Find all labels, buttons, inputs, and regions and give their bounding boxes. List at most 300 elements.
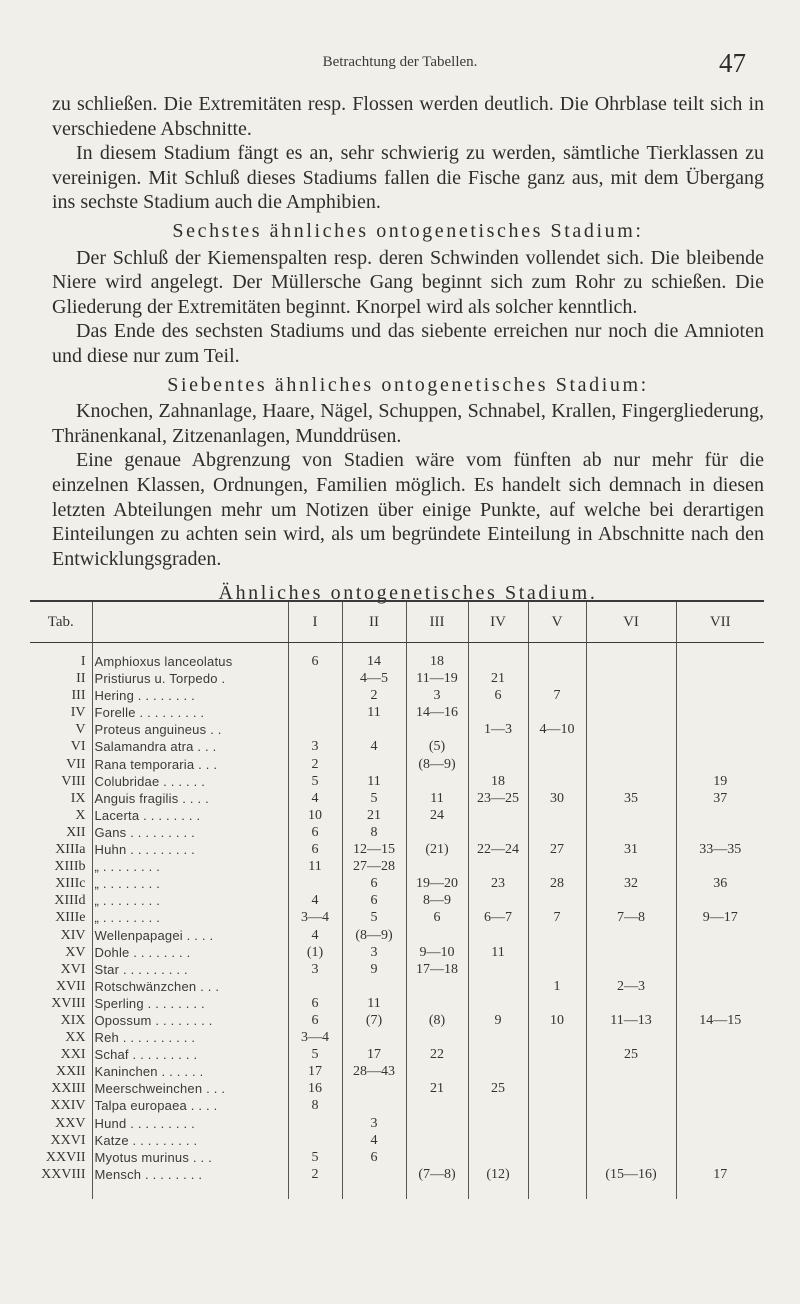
header-stage-4: IV [468, 601, 528, 643]
species-name: Gans . . . . . . . . . [92, 824, 288, 841]
heading-sixth-stage: Sechstes ähnliches ontogenetisches Stadium: [172, 219, 644, 242]
stage-1-cell: 3 [288, 738, 342, 755]
stage-5-cell: 4—10 [528, 721, 586, 738]
stage-3-cell [406, 927, 468, 944]
stage-2-cell: 27—28 [342, 858, 406, 875]
stage-2-cell [342, 978, 406, 995]
stage-3-cell: 14—16 [406, 704, 468, 721]
stage-6-cell: 11—13 [586, 1012, 676, 1029]
stage-1-cell [288, 687, 342, 704]
stage-7-cell [676, 687, 764, 704]
stage-3-cell [406, 995, 468, 1012]
stage-4-cell [468, 961, 528, 978]
stage-3-cell: 17—18 [406, 961, 468, 978]
header-stage-3: III [406, 601, 468, 643]
stage-6-cell: 35 [586, 790, 676, 807]
table-row [30, 944, 764, 961]
table-row [30, 1166, 764, 1199]
table-row [30, 704, 764, 721]
species-name: Amphioxus lanceolatus [92, 643, 288, 671]
stage-4-cell: 25 [468, 1080, 528, 1097]
stage-2-cell [342, 721, 406, 738]
table-row [30, 790, 764, 807]
paragraph-4: Das Ende des sechsten Stadiums und das siebente erreichen nur noch die Amnioten und diese nur zum Teil. [52, 320, 764, 367]
stage-7-cell [676, 807, 764, 824]
stage-3-cell [406, 1063, 468, 1080]
stage-5-cell [528, 824, 586, 841]
stage-1-cell: 8 [288, 1097, 342, 1114]
stage-7-cell [676, 961, 764, 978]
row-number: XXV [55, 1115, 86, 1131]
row-number: XIIId [54, 893, 86, 909]
stage-7-cell: 14—15 [676, 1012, 764, 1029]
stage-5-cell [528, 1080, 586, 1097]
stage-2-cell [342, 1097, 406, 1114]
stage-2-cell: (8—9) [342, 927, 406, 944]
stage-3-cell [406, 1132, 468, 1149]
row-number: XIIIc [55, 876, 86, 892]
stage-1-cell [288, 721, 342, 738]
row-number: I [80, 654, 86, 669]
stage-2-cell: 9 [342, 961, 406, 978]
paragraph-1: zu schließen. Die Extremitäten resp. Flossen werden deutlich. Die Ohrblase teilt sich in verschiedene Abschnitte. [52, 93, 764, 140]
row-number: XXVIII [41, 1166, 86, 1182]
header-stage-5: V [528, 601, 586, 643]
stage-2-cell [342, 1029, 406, 1046]
stage-1-cell [288, 704, 342, 721]
heading-table: Ähnliches ontogenetisches Stadium. [218, 582, 598, 605]
species-name: Opossum . . . . . . . . [92, 1012, 288, 1029]
stage-4-cell [468, 704, 528, 721]
stage-1-cell: 11 [288, 858, 342, 875]
stage-3-cell: (5) [406, 738, 468, 755]
species-name: Colubridae . . . . . . [92, 773, 288, 790]
table-header-row [30, 601, 764, 643]
stage-2-cell [342, 756, 406, 773]
table-row [30, 1149, 764, 1166]
stage-3-cell: 3 [406, 687, 468, 704]
stage-1-cell: 6 [288, 643, 342, 671]
table-row [30, 756, 764, 773]
stage-6-cell: 7—8 [586, 909, 676, 926]
stage-1-cell: 17 [288, 1063, 342, 1080]
header-tab: Tab. [30, 601, 92, 643]
stage-7-cell [676, 1115, 764, 1132]
table-row [30, 978, 764, 995]
stage-1-cell: (1) [288, 944, 342, 961]
stage-2-cell: 5 [342, 790, 406, 807]
species-name: „ . . . . . . . . [92, 892, 288, 909]
stage-3-cell: 9—10 [406, 944, 468, 961]
stage-6-cell [586, 824, 676, 841]
paragraph-2: In diesem Stadium fängt es an, sehr schwierig zu werden, sämtliche Tierklassen zu vereinigen. Mit Schluß dieses Stadiums fallen die Fische ganz aus, mit dem Übergang ins sechste Stadium auch die Amphibien. [52, 142, 764, 214]
stage-4-cell: 6 [468, 687, 528, 704]
table-row [30, 1115, 764, 1132]
stage-2-cell: (7) [342, 1012, 406, 1029]
species-name: Anguis fragilis . . . . [92, 790, 288, 807]
stage-7-cell [676, 721, 764, 738]
row-number: XXI [60, 1047, 86, 1063]
stage-1-cell: 6 [288, 995, 342, 1012]
row-number: XX [65, 1030, 86, 1046]
table-row [30, 670, 764, 687]
running-title: Betrachtung der Tabellen. [322, 54, 478, 70]
stage-5-cell: 10 [528, 1012, 586, 1029]
row-number: VII [66, 756, 86, 772]
row-number: IX [70, 790, 86, 806]
paragraph-5: Knochen, Zahnanlage, Haare, Nägel, Schuppen, Schnabel, Krallen, Fingergliederung, Thränenkanal, Zitzenanlagen, Munddrüsen. [52, 400, 764, 447]
stage-6-cell: 2—3 [586, 978, 676, 995]
stage-1-cell [288, 1132, 342, 1149]
stage-4-cell [468, 807, 528, 824]
stage-6-cell [586, 643, 676, 671]
row-number: XXIV [50, 1098, 86, 1114]
stage-1-cell: 6 [288, 1012, 342, 1029]
stage-1-cell: 3 [288, 961, 342, 978]
stage-5-cell: 7 [528, 687, 586, 704]
row-number: II [76, 671, 86, 687]
row-number: IV [70, 705, 86, 721]
stage-1-cell [288, 978, 342, 995]
stage-1-cell: 4 [288, 892, 342, 909]
stage-3-cell [406, 773, 468, 790]
stage-3-cell: (21) [406, 841, 468, 858]
row-number: XIIIb [54, 859, 86, 875]
stage-7-cell [676, 892, 764, 909]
stage-4-cell [468, 892, 528, 909]
stage-6-cell: 32 [586, 875, 676, 892]
stage-7-cell [676, 1046, 764, 1063]
stage-2-cell: 4—5 [342, 670, 406, 687]
stage-1-cell: 5 [288, 1046, 342, 1063]
species-name: „ . . . . . . . . [92, 909, 288, 926]
stage-1-cell: 5 [288, 773, 342, 790]
stage-6-cell: (15—16) [586, 1166, 676, 1199]
table-row [30, 892, 764, 909]
stage-4-cell [468, 1097, 528, 1114]
table-row [30, 875, 764, 892]
stage-4-cell [468, 1115, 528, 1132]
stage-7-cell [676, 978, 764, 995]
stage-6-cell [586, 721, 676, 738]
stage-1-cell: 3—4 [288, 909, 342, 926]
stage-4-cell: 23 [468, 875, 528, 892]
stage-7-cell [676, 1080, 764, 1097]
stage-2-cell: 3 [342, 944, 406, 961]
stage-6-cell [586, 738, 676, 755]
stage-6-cell [586, 1149, 676, 1166]
paragraph-3: Der Schluß der Kiemenspalten resp. deren Schwinden vollendet sich. Die bleibende Niere wird angelegt. Der Müllersche Gang beginnt sich zum Rohr zu schießen. Die Gliederung der Extremitäten beginnt. Knorpel wird als solcher kenntlich. [52, 246, 764, 318]
row-number: XV [65, 944, 86, 960]
stage-2-cell: 5 [342, 909, 406, 926]
stage-3-cell [406, 978, 468, 995]
stage-1-cell: 4 [288, 927, 342, 944]
stage-1-cell [288, 1115, 342, 1132]
table-row [30, 687, 764, 704]
table-row [30, 927, 764, 944]
stage-7-cell [676, 927, 764, 944]
stage-3-cell: 21 [406, 1080, 468, 1097]
stage-2-cell [342, 1166, 406, 1199]
header-stage-2: II [342, 601, 406, 643]
stage-4-cell: 21 [468, 670, 528, 687]
stage-3-cell: 11 [406, 790, 468, 807]
stage-4-cell [468, 1132, 528, 1149]
stage-5-cell [528, 1115, 586, 1132]
species-name: Star . . . . . . . . . [92, 961, 288, 978]
running-head [0, 48, 800, 88]
stage-7-cell [676, 1149, 764, 1166]
stage-4-cell [468, 927, 528, 944]
stage-4-cell: 18 [468, 773, 528, 790]
stage-3-cell: 8—9 [406, 892, 468, 909]
stage-6-cell [586, 1029, 676, 1046]
stage-3-cell [406, 1115, 468, 1132]
stage-3-cell [406, 1029, 468, 1046]
stage-4-cell: 23—25 [468, 790, 528, 807]
stage-5-cell [528, 773, 586, 790]
stage-6-cell [586, 995, 676, 1012]
stage-7-cell: 33—35 [676, 841, 764, 858]
stage-6-cell [586, 1132, 676, 1149]
body-text [52, 92, 764, 608]
stage-5-cell [528, 927, 586, 944]
stage-4-cell [468, 978, 528, 995]
row-number: XVIII [51, 995, 86, 1011]
stage-5-cell [528, 1063, 586, 1080]
table-row [30, 824, 764, 841]
header-stage-7: VII [676, 601, 764, 643]
species-name: Hering . . . . . . . . [92, 687, 288, 704]
stage-1-cell [288, 875, 342, 892]
row-number: XIV [60, 927, 86, 943]
row-number: X [75, 807, 86, 823]
stage-4-cell [468, 1149, 528, 1166]
table-row [30, 643, 764, 671]
stage-7-cell [676, 1029, 764, 1046]
stage-6-cell [586, 892, 676, 909]
stage-7-cell: 9—17 [676, 909, 764, 926]
stage-6-cell [586, 858, 676, 875]
row-number: XVII [55, 978, 86, 994]
species-name: Sperling . . . . . . . . [92, 995, 288, 1012]
row-number: XXII [55, 1064, 86, 1080]
stage-7-cell: 19 [676, 773, 764, 790]
page-number: 47 [719, 48, 746, 78]
stage-4-cell: 11 [468, 944, 528, 961]
row-number: XIIIa [55, 842, 86, 858]
stage-4-cell [468, 995, 528, 1012]
species-name: Wellenpapagei . . . . [92, 927, 288, 944]
stage-6-cell: 31 [586, 841, 676, 858]
stage-2-cell: 8 [342, 824, 406, 841]
row-number: VI [70, 739, 86, 755]
stage-2-cell: 11 [342, 995, 406, 1012]
stage-1-cell [288, 670, 342, 687]
stage-2-cell: 4 [342, 1132, 406, 1149]
stage-6-cell [586, 687, 676, 704]
stage-7-cell [676, 670, 764, 687]
stage-2-cell: 6 [342, 875, 406, 892]
stage-5-cell [528, 738, 586, 755]
stage-7-cell [676, 738, 764, 755]
table-row [30, 1012, 764, 1029]
species-name: „ . . . . . . . . [92, 875, 288, 892]
table-row [30, 909, 764, 926]
table-row [30, 841, 764, 858]
stage-6-cell: 25 [586, 1046, 676, 1063]
species-name: „ . . . . . . . . [92, 858, 288, 875]
row-number: XXVII [45, 1149, 86, 1165]
row-number: XII [66, 824, 86, 840]
species-name: Myotus murinus . . . [92, 1149, 288, 1166]
stage-6-cell [586, 1115, 676, 1132]
stage-7-cell [676, 824, 764, 841]
row-number: XXVI [50, 1132, 86, 1148]
stage-6-cell [586, 1080, 676, 1097]
row-number: XXIII [51, 1081, 86, 1097]
heading-seventh-stage: Siebentes ähnliches ontogenetisches Stadium: [167, 373, 649, 396]
row-number: XIX [60, 1012, 86, 1028]
table-row [30, 1029, 764, 1046]
stage-7-cell: 37 [676, 790, 764, 807]
stage-5-cell [528, 961, 586, 978]
species-name: Reh . . . . . . . . . . [92, 1029, 288, 1046]
stage-4-cell [468, 643, 528, 671]
row-number: XVI [60, 961, 86, 977]
row-number: XIIIe [55, 910, 86, 926]
stage-2-cell: 12—15 [342, 841, 406, 858]
stage-2-cell: 6 [342, 1149, 406, 1166]
stage-7-cell [676, 704, 764, 721]
stage-3-cell [406, 824, 468, 841]
header-stage-6: VI [586, 601, 676, 643]
stage-3-cell: 22 [406, 1046, 468, 1063]
stage-1-cell: 2 [288, 756, 342, 773]
stage-table-wrap [30, 600, 764, 1199]
stage-1-cell: 3—4 [288, 1029, 342, 1046]
stage-6-cell [586, 961, 676, 978]
stage-7-cell [676, 858, 764, 875]
stage-7-cell [676, 944, 764, 961]
species-name: Proteus anguineus . . [92, 721, 288, 738]
stage-5-cell: 1 [528, 978, 586, 995]
stage-7-cell [676, 643, 764, 671]
stage-5-cell [528, 704, 586, 721]
species-name: Lacerta . . . . . . . . [92, 807, 288, 824]
table-row [30, 1080, 764, 1097]
stage-3-cell: (7—8) [406, 1166, 468, 1199]
stage-6-cell [586, 704, 676, 721]
species-name: Rana temporaria . . . [92, 756, 288, 773]
species-name: Schaf . . . . . . . . . [92, 1046, 288, 1063]
stage-4-cell [468, 1063, 528, 1080]
stage-1-cell: 16 [288, 1080, 342, 1097]
species-name: Kaninchen . . . . . . [92, 1063, 288, 1080]
species-name: Dohle . . . . . . . . [92, 944, 288, 961]
stage-1-cell: 10 [288, 807, 342, 824]
stage-5-cell [528, 995, 586, 1012]
stage-7-cell: 36 [676, 875, 764, 892]
stage-5-cell [528, 756, 586, 773]
stage-5-cell [528, 1166, 586, 1199]
stage-6-cell [586, 1063, 676, 1080]
header-stage-1: I [288, 601, 342, 643]
stage-table [30, 600, 764, 1199]
stage-1-cell: 6 [288, 841, 342, 858]
stage-5-cell: 28 [528, 875, 586, 892]
row-number: VIII [61, 773, 86, 789]
species-name: Mensch . . . . . . . . [92, 1166, 288, 1199]
stage-5-cell [528, 1046, 586, 1063]
stage-2-cell: 14 [342, 643, 406, 671]
stage-6-cell [586, 944, 676, 961]
stage-4-cell: 22—24 [468, 841, 528, 858]
stage-2-cell: 17 [342, 1046, 406, 1063]
stage-3-cell: 19—20 [406, 875, 468, 892]
species-name: Huhn . . . . . . . . . [92, 841, 288, 858]
table-row [30, 995, 764, 1012]
stage-6-cell [586, 807, 676, 824]
table-row [30, 961, 764, 978]
table-row [30, 773, 764, 790]
stage-4-cell: 9 [468, 1012, 528, 1029]
stage-3-cell: 18 [406, 643, 468, 671]
species-name: Meerschweinchen . . . [92, 1080, 288, 1097]
stage-4-cell [468, 824, 528, 841]
stage-4-cell [468, 1029, 528, 1046]
stage-5-cell [528, 1029, 586, 1046]
paragraph-6: Eine genaue Abgrenzung von Stadien wäre vom fünften ab nur mehr für die einzelnen Klassen, Ordnungen, Familien möglich. Es handelt sich demnach in diesen letzten Abteilungen mehr um Notizen über einige Punkte, auf welche bei derartigen Einteilungen zu achten sein wird, als um begründete Einteilung in Abschnitte nach den Entwicklungsgraden. [52, 449, 764, 570]
stage-7-cell [676, 756, 764, 773]
stage-6-cell [586, 1097, 676, 1114]
table-row [30, 1097, 764, 1114]
stage-5-cell: 27 [528, 841, 586, 858]
species-name: Rotschwänzchen . . . [92, 978, 288, 995]
table-row [30, 1132, 764, 1149]
stage-1-cell: 4 [288, 790, 342, 807]
stage-2-cell: 21 [342, 807, 406, 824]
stage-5-cell [528, 643, 586, 671]
table-row [30, 807, 764, 824]
stage-3-cell: 24 [406, 807, 468, 824]
stage-3-cell [406, 858, 468, 875]
stage-1-cell: 2 [288, 1166, 342, 1199]
stage-5-cell [528, 944, 586, 961]
table-row [30, 721, 764, 738]
stage-7-cell [676, 1097, 764, 1114]
stage-6-cell [586, 670, 676, 687]
stage-2-cell: 28—43 [342, 1063, 406, 1080]
stage-4-cell [468, 756, 528, 773]
stage-4-cell [468, 1046, 528, 1063]
table-row [30, 738, 764, 755]
stage-5-cell [528, 858, 586, 875]
stage-7-cell [676, 1132, 764, 1149]
stage-6-cell [586, 927, 676, 944]
species-name: Salamandra atra . . . [92, 738, 288, 755]
stage-3-cell [406, 721, 468, 738]
species-name: Talpa europaea . . . . [92, 1097, 288, 1114]
species-name: Katze . . . . . . . . . [92, 1132, 288, 1149]
stage-5-cell [528, 807, 586, 824]
stage-4-cell [468, 738, 528, 755]
table-body [30, 643, 764, 1199]
stage-7-cell [676, 995, 764, 1012]
stage-2-cell [342, 1080, 406, 1097]
species-name: Forelle . . . . . . . . . [92, 704, 288, 721]
table-row [30, 1063, 764, 1080]
